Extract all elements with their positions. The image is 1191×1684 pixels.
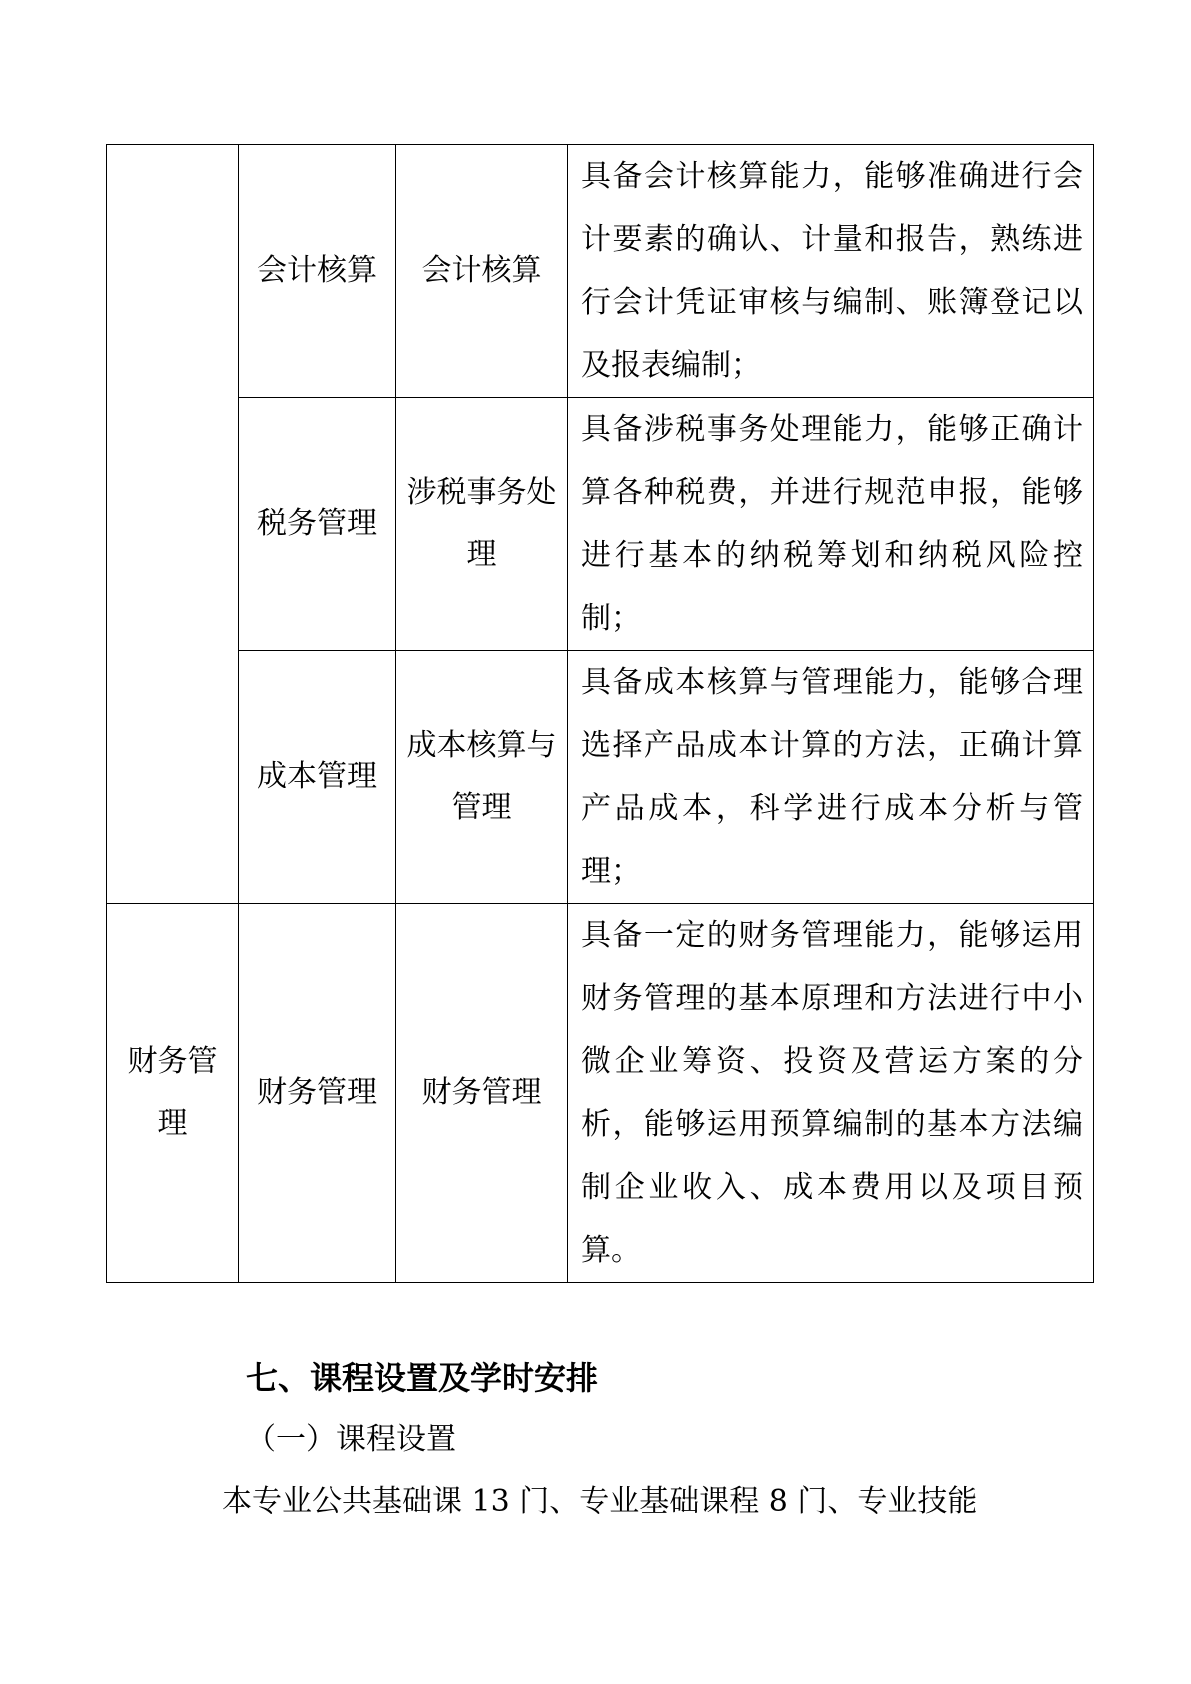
body-paragraph: 本专业公共基础课 13 门、专业基础课程 8 门、专业技能 [222, 1484, 978, 1519]
table-cell-area [107, 145, 239, 904]
table-cell-area: 财务管理 [107, 904, 239, 1283]
table-cell-field: 会计核算 [239, 145, 396, 398]
table-row [107, 651, 1094, 904]
table-cell-field: 财务管理 [239, 904, 396, 1283]
table-cell-ability: 具备涉税事务处理能力，能够正确计算各种税费，并进行规范申报，能够进行基本的纳税筹划和纳税风险控制； [568, 398, 1094, 651]
section-subheading: （一）课程设置 [246, 1422, 456, 1457]
table-cell-ability: 具备会计核算能力，能够准确进行会计要素的确认、计量和报告，熟练进行会计凭证审核与编制、账簿登记以及报表编制； [568, 145, 1094, 398]
table-row [107, 145, 1094, 398]
table-cell-course: 会计核算 [396, 145, 568, 398]
table-row [107, 904, 1094, 1283]
table-cell-field: 税务管理 [239, 398, 396, 651]
table-cell-course: 财务管理 [396, 904, 568, 1283]
table-cell-ability: 具备一定的财务管理能力，能够运用财务管理的基本原理和方法进行中小微企业筹资、投资及营运方案的分析，能够运用预算编制的基本方法编制企业收入、成本费用以及项目预算。 [568, 904, 1094, 1283]
table-cell-ability: 具备成本核算与管理能力，能够合理选择产品成本计算的方法，正确计算产品成本，科学进行成本分析与管理； [568, 651, 1094, 904]
table-cell-course: 成本核算与管理 [396, 651, 568, 904]
table-cell-course: 涉税事务处理 [396, 398, 568, 651]
section-heading: 七、课程设置及学时安排 [246, 1359, 599, 1397]
competency-table [106, 144, 1094, 1283]
table-row [107, 398, 1094, 651]
table-cell-field: 成本管理 [239, 651, 396, 904]
